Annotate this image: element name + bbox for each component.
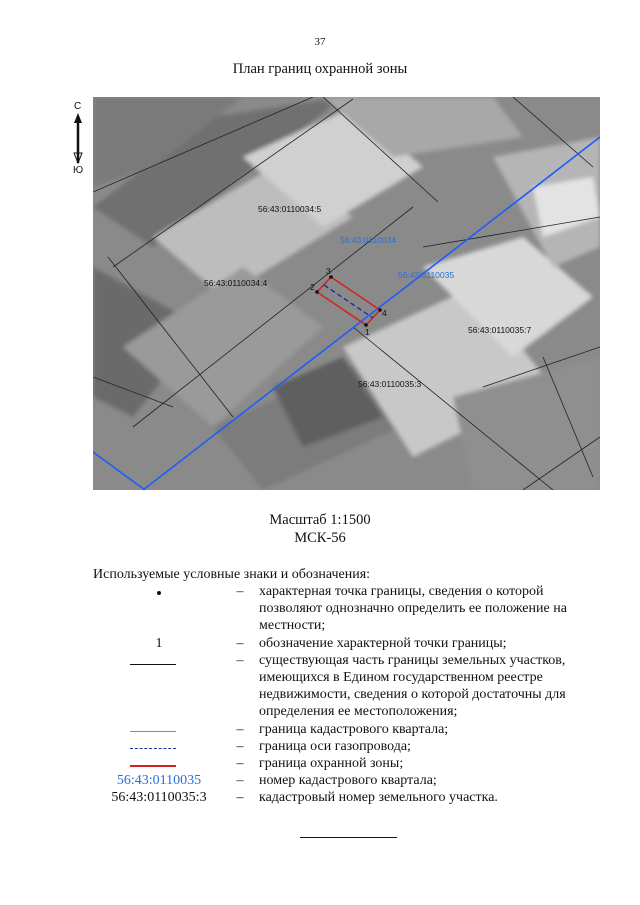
legend-symbol-red-line bbox=[93, 755, 225, 772]
legend-text: обозначение характерной точки границы; bbox=[259, 635, 507, 651]
legend-dash: – bbox=[236, 721, 244, 737]
legend-item-quarter-number bbox=[93, 772, 613, 789]
south-label: Ю bbox=[73, 165, 84, 176]
legend-item-point-number bbox=[93, 635, 613, 652]
point-label-3: 3 bbox=[326, 266, 331, 276]
legend-dash: – bbox=[236, 756, 244, 772]
legend-text: позволяют однозначно определить ее положение на bbox=[259, 601, 567, 617]
legend-dash: – bbox=[236, 738, 244, 754]
legend bbox=[93, 583, 613, 807]
cadastral-map bbox=[93, 97, 600, 490]
legend-text: местности; bbox=[259, 618, 326, 634]
parcel-label-35-7: 56:43:0110035:7 bbox=[468, 325, 532, 335]
dashed-line-icon bbox=[130, 748, 176, 749]
legend-text: недвижимости, сведения о которой достаточны для bbox=[259, 687, 566, 703]
page-number: 37 bbox=[314, 36, 326, 48]
page-title: План границ охранной зоны bbox=[232, 61, 408, 77]
blue-line-icon bbox=[130, 731, 176, 733]
point-label-1: 1 bbox=[365, 327, 370, 337]
legend-text: граница кадастрового квартала; bbox=[259, 721, 449, 737]
parcel-label-35-3: 56:43:0110035:3 bbox=[358, 379, 422, 389]
quarter-label-35: 56:43:0110035 bbox=[398, 270, 455, 280]
legend-item-protection-zone bbox=[93, 755, 613, 772]
map-canvas bbox=[93, 97, 600, 490]
legend-dash: – bbox=[236, 584, 244, 599]
legend-symbol-dashed-line bbox=[93, 738, 225, 755]
legend-dash: – bbox=[236, 773, 244, 789]
legend-text: граница охранной зоны; bbox=[259, 756, 404, 772]
legend-text: кадастровый номер земельного участка. bbox=[259, 790, 498, 806]
legend-text: граница оси газопровода; bbox=[259, 738, 411, 754]
map-scale: Масштаб 1:1500 bbox=[269, 512, 371, 528]
legend-symbol-blue-line bbox=[93, 721, 225, 738]
legend-item-gas-axis bbox=[93, 738, 613, 755]
north-label: С bbox=[74, 101, 82, 112]
legend-dash: – bbox=[236, 635, 244, 651]
legend-symbol-quarter-number: 56:43:0110035 bbox=[116, 773, 202, 789]
coordinate-system: МСК-56 bbox=[294, 530, 346, 546]
legend-text: существующая часть границы земельных участков, bbox=[259, 652, 566, 668]
red-line-icon bbox=[130, 765, 176, 767]
legend-text: характерная точка границы, сведения о которой bbox=[259, 584, 544, 599]
black-line-icon bbox=[130, 664, 176, 665]
parcel-label-34-4: 56:43:0110034:4 bbox=[204, 278, 268, 288]
end-divider bbox=[300, 837, 397, 838]
point-label-2: 2 bbox=[310, 282, 315, 292]
legend-text: номер кадастрового квартала; bbox=[259, 773, 437, 789]
point-label-4: 4 bbox=[382, 308, 387, 318]
legend-dash: – bbox=[236, 652, 244, 668]
legend-symbol-number: 1 bbox=[155, 635, 163, 651]
legend-symbol-parcel-number: 56:43:0110035:3 bbox=[111, 790, 207, 806]
legend-dash: – bbox=[236, 790, 244, 806]
legend-text: имеющихся в Едином государственном реестре bbox=[259, 670, 543, 686]
legend-symbol-dot bbox=[93, 583, 225, 600]
legend-symbol-black-line bbox=[93, 652, 225, 669]
quarter-label-34: 56:43:0110034 bbox=[340, 235, 397, 245]
legend-item-parcel-number bbox=[93, 789, 613, 806]
point-dot-icon bbox=[157, 591, 161, 595]
compass-arrow-icon bbox=[70, 101, 90, 175]
parcel-label-34-5: 56:43:0110034:5 bbox=[258, 204, 322, 214]
legend-title: Используемые условные знаки и обозначения: bbox=[93, 567, 371, 582]
legend-text: определения ее местоположения; bbox=[259, 704, 458, 720]
legend-item-parcel-boundary bbox=[93, 652, 613, 721]
legend-item-quarter-boundary bbox=[93, 721, 613, 738]
legend-item-point bbox=[93, 583, 613, 635]
north-arrow bbox=[70, 101, 90, 175]
